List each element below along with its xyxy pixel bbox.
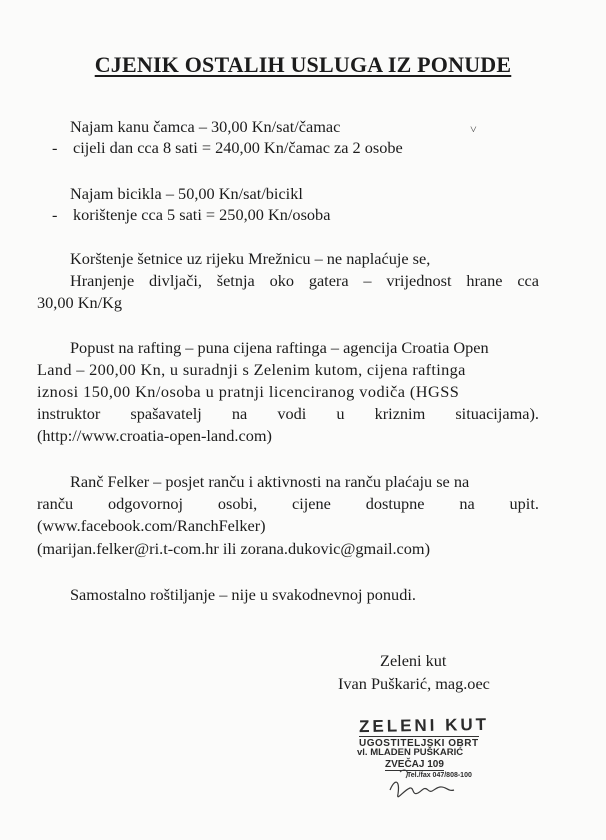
feeding-line: Hranjenje divljači, šetnja oko gatera – vrijednost hrane cca bbox=[70, 271, 539, 290]
canoe-fullday-line: cijeli dan cca 8 sati = 240,00 Kn/čamac za 2 osobe bbox=[73, 138, 403, 157]
signature-name: Ivan Puškarić, mag.oec bbox=[338, 674, 490, 693]
bicycle-usage-line: korištenje cca 5 sati = 250,00 Kn/osoba bbox=[73, 205, 331, 224]
stamp-line-1: ZELENI KUT bbox=[358, 714, 490, 737]
rafting-line-1: Popust na rafting – puna cijena raftinga – agencija Croatia Open bbox=[70, 338, 489, 357]
rafting-line-3: iznosi 150,00 Kn/osoba u pratnji licenciranog vodiča (HGSS bbox=[37, 382, 460, 401]
ranch-line-2: ranču odgovornoj osobi, cijene dostupne na upit. bbox=[37, 494, 539, 513]
handwritten-signature bbox=[360, 760, 460, 805]
rafting-line-2: Land – 200,00 Kn, u suradnji s Zelenim kutom, cijena raftinga bbox=[37, 360, 466, 379]
bbq-line: Samostalno roštiljanje – nije u svakodnevnoj ponudi. bbox=[70, 585, 416, 604]
ranch-email-line: (marijan.felker@ri.t-com.hr ili zorana.dukovic@gmail.com) bbox=[37, 539, 431, 558]
stamp-line-3: vl. MLADEN PUŠKARIĆ bbox=[357, 747, 464, 758]
canoe-rental-line: Najam kanu čamca – 30,00 Kn/sat/čamac bbox=[70, 117, 341, 136]
stamp-line-5: Tel./fax 047/808-100 bbox=[407, 772, 472, 779]
stamp-line-4: ZVEČAJ 109 bbox=[385, 759, 444, 770]
ranch-line-1: Ranč Felker – posjet ranču i aktivnosti na ranču plaćaju se na bbox=[70, 472, 470, 491]
feeding-price-line: 30,00 Kn/Kg bbox=[37, 293, 123, 312]
document-title: CJENIK OSTALIH USLUGA IZ PONUDE bbox=[94, 52, 512, 77]
stray-mark: ˅ bbox=[470, 122, 477, 136]
rafting-line-4: instruktor spašavatelj na vodi u kriznim situacijama). bbox=[37, 404, 539, 423]
ranch-facebook-link: (www.facebook.com/RanchFelker) bbox=[37, 516, 266, 535]
stamp-line-2: UGOSTITELJSKI OBRT bbox=[359, 738, 479, 749]
rafting-website-link: (http://www.croatia-open-land.com) bbox=[37, 426, 272, 445]
signature-org: Zeleni kut bbox=[380, 651, 447, 670]
canoe-bullet: - bbox=[52, 138, 58, 157]
bicycle-rental-line: Najam bicikla – 50,00 Kn/sat/bicikl bbox=[70, 184, 303, 203]
walkway-line: Korštenje šetnice uz rijeku Mrežnicu – ne naplaćuje se, bbox=[70, 249, 431, 268]
bicycle-bullet: - bbox=[52, 205, 58, 224]
